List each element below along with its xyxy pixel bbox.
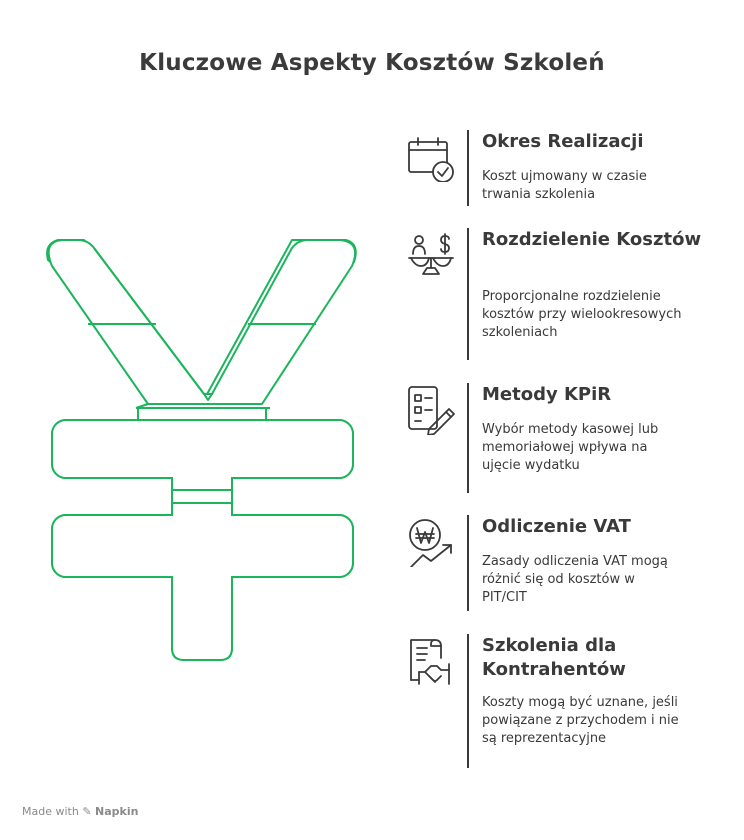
person-dollar-scale-icon xyxy=(405,228,457,280)
aspect-item-4 xyxy=(405,515,735,615)
aspect-heading: Odliczenie VAT xyxy=(482,516,631,537)
footer-credit xyxy=(22,805,138,818)
contract-handshake-icon xyxy=(405,634,457,686)
aspect-description: Proporcjonalne rozdzielenie kosztów przy wielookresowych szkoleniach xyxy=(482,289,682,340)
footer-prefix: Made with xyxy=(22,805,79,818)
aspect-description: Zasady odliczenia VAT mogą różnić się od kosztów w PIT/CIT xyxy=(482,554,668,605)
calendar-check-icon xyxy=(405,130,457,182)
aspect-item-5 xyxy=(405,634,735,769)
aspect-description: Koszt ujmowany w czasie trwania szkolenia xyxy=(482,169,647,202)
page-title: Kluczowe Aspekty Kosztów Szkoleń xyxy=(139,50,605,76)
aspect-item-3 xyxy=(405,383,735,495)
won-growth-chart-icon xyxy=(405,515,457,567)
footer-brand: Napkin xyxy=(95,805,139,818)
aspect-item-1 xyxy=(405,130,735,210)
aspect-item-2 xyxy=(405,228,735,363)
aspect-heading: Rozdzielenie Kosztów xyxy=(482,229,702,250)
checklist-pencil-icon xyxy=(405,383,457,435)
napkin-logo-icon: ✎ xyxy=(82,805,92,818)
aspect-description: Wybór metody kasowej lub memoriałowej wpływa na ujęcie wydatku xyxy=(482,422,659,473)
aspect-heading: Szkolenia dla Kontrahentów xyxy=(482,635,626,680)
aspect-description: Koszty mogą być uznane, jeśli powiązane z przychodem i nie są reprezentacyjne xyxy=(482,695,679,746)
aspect-heading: Okres Realizacji xyxy=(482,131,644,152)
aspect-heading: Metody KPiR xyxy=(482,384,612,405)
